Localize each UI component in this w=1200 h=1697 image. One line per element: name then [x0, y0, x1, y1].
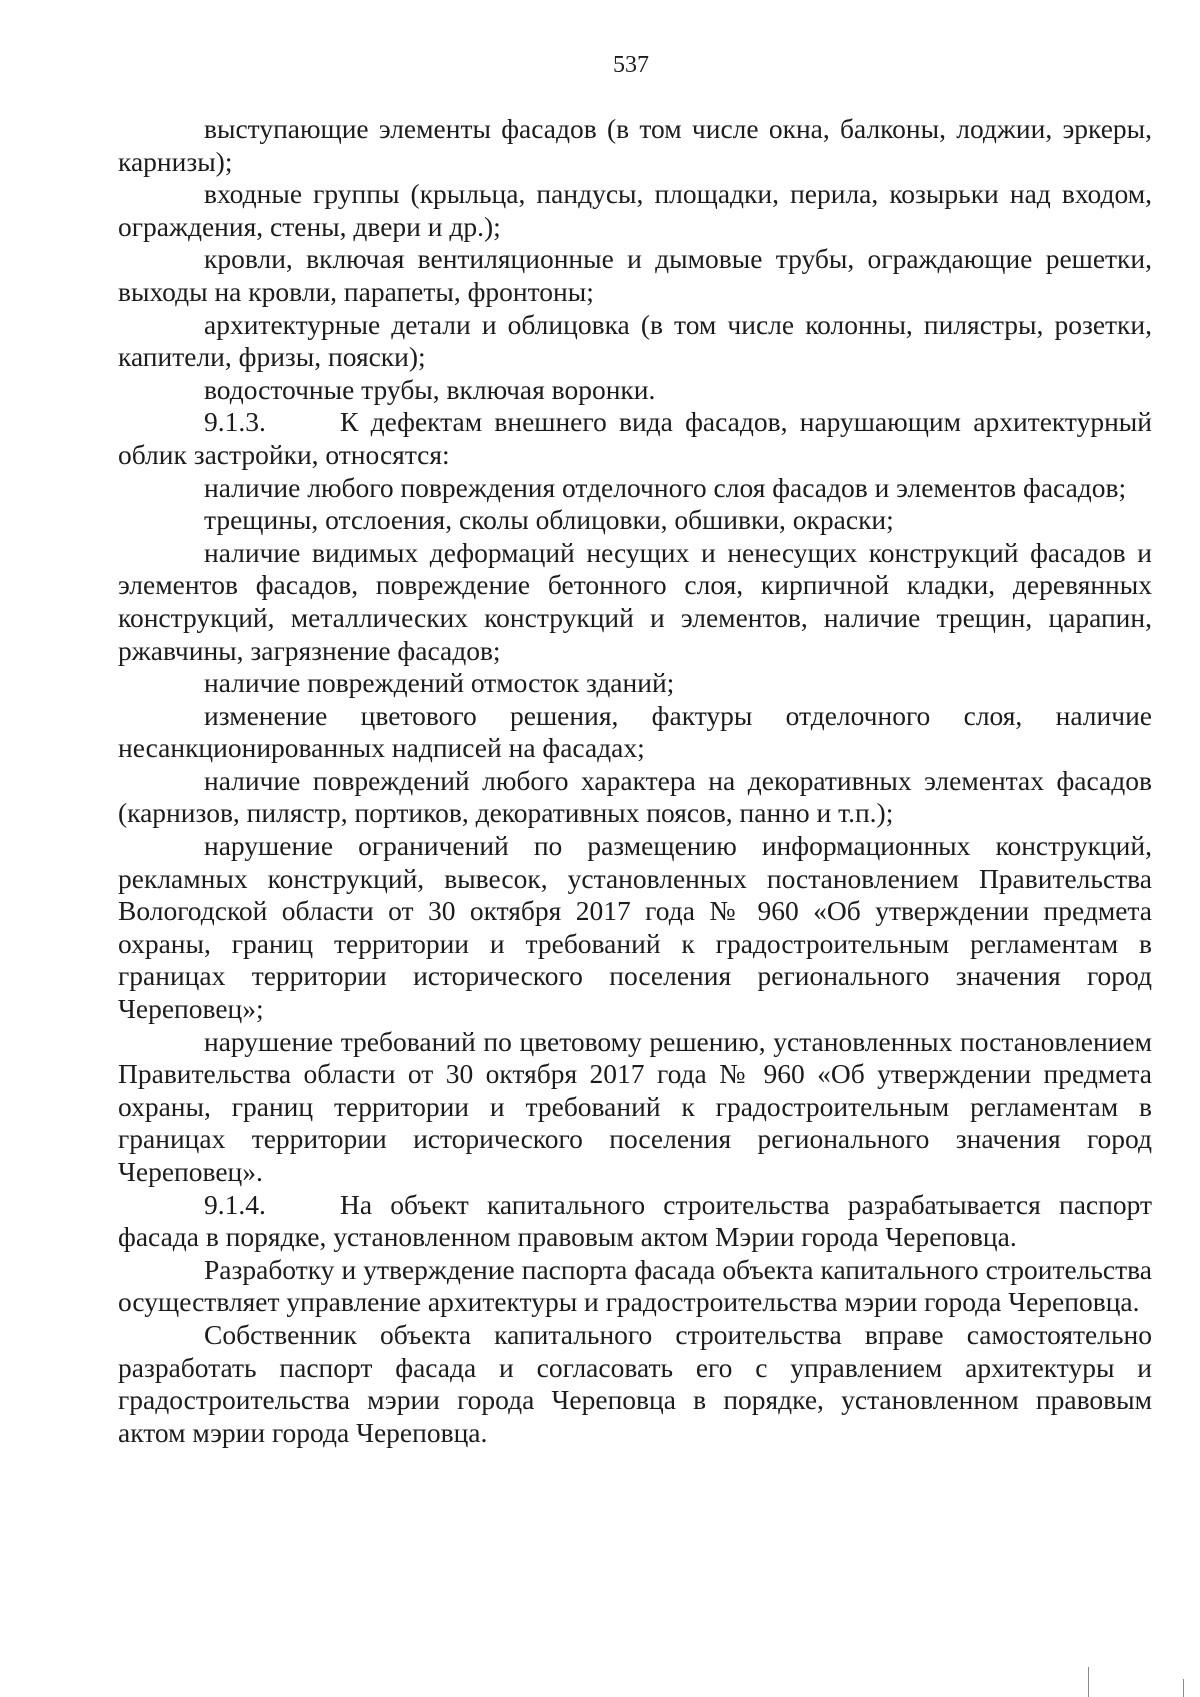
paragraph: наличие повреждений любого характера на декоративных элементах фасадов (карнизов, пилястр, портиков, декоративных поясов, панно и т.п.); — [118, 764, 1152, 829]
paragraph: нарушение ограничений по размещению информационных конструкций, рекламных конструкций, вывесок, установленных постановлением Правительства Вологодской области от 30 октября 2017 года № 960 «Об утверждении предмета охраны, границ территории и требований к градостроительным регламентам в границах территории исторического поселения регионального значения город Череповец»; — [118, 830, 1152, 1025]
paragraph: изменение цветового решения, фактуры отделочного слоя, наличие несанкционированных надписей на фасадах; — [118, 699, 1152, 764]
paragraph: кровли, включая вентиляционные и дымовые трубы, ограждающие решетки, выходы на кровли, парапеты, фронтоны; — [118, 243, 1152, 307]
scan-edge-mark — [1088, 1667, 1089, 1697]
paragraph: архитектурные детали и облицовка (в том числе колонны, пилястры, розетки, капители, фризы, пояски); — [118, 308, 1152, 373]
clause-number: 9.1.4. — [204, 1188, 266, 1220]
scan-edge-mark — [1183, 1679, 1184, 1697]
paragraph: Собственник объекта капитального строительства вправе самостоятельно разработать паспорт фасада и согласовать его с управлением архитектуры и градостроительства мэрии города Череповца в порядке, установленном правовым актом мэрии города Череповца. — [118, 1318, 1152, 1448]
paragraph: выступающие элементы фасадов (в том числе окна, балконы, лоджии, эркеры, карнизы); — [118, 113, 1152, 177]
document-body — [118, 113, 1152, 1449]
paragraph: Разработку и утверждение паспорта фасада объекта капитального строительства осуществляет управление архитектуры и градостроительства мэрии города Череповца. — [118, 1253, 1152, 1318]
clause-paragraph — [118, 1189, 1152, 1254]
paragraph: трещины, отслоения, сколы облицовки, обшивки, окраски; — [204, 504, 894, 536]
paragraph: наличие любого повреждения отделочного слоя фасадов и элементов фасадов; — [204, 471, 1127, 503]
paragraph: нарушение требований по цветовому решению, установленных постановлением Правительства области от 30 октября 2017 года № 960 «Об утверждении предмета охраны, границ территории и требований к градостроительным регламентам в границах территории исторического поселения регионального значения город Череповец». — [118, 1025, 1152, 1187]
paragraph: входные группы (крыльца, пандусы, площадки, перила, козырьки над входом, ограждения, стены, двери и др.); — [118, 178, 1152, 242]
paragraph: водосточные трубы, включая воронки. — [204, 373, 656, 405]
clause-paragraph — [118, 406, 1152, 471]
page-number: 537 — [613, 52, 649, 78]
paragraph: наличие видимых деформаций несущих и ненесущих конструкций фасадов и элементов фасадов, повреждение бетонного слоя, кирпичной кладки, деревянных конструкций, металлических конструкций и элементов, наличие трещин, царапин, ржавчины, загрязнение фасадов; — [118, 536, 1152, 666]
clause-text: К дефектам внешнего вида фасадов, нарушающим архитектурный облик застройки, относятся: — [118, 406, 1152, 470]
clause-number: 9.1.3. — [204, 406, 266, 438]
clause-text: На объект капитального строительства разрабатывается паспорт фасада в порядке, установленном правовым актом Мэрии города Череповца. — [118, 1188, 1152, 1253]
paragraph: наличие повреждений отмосток зданий; — [204, 667, 675, 699]
